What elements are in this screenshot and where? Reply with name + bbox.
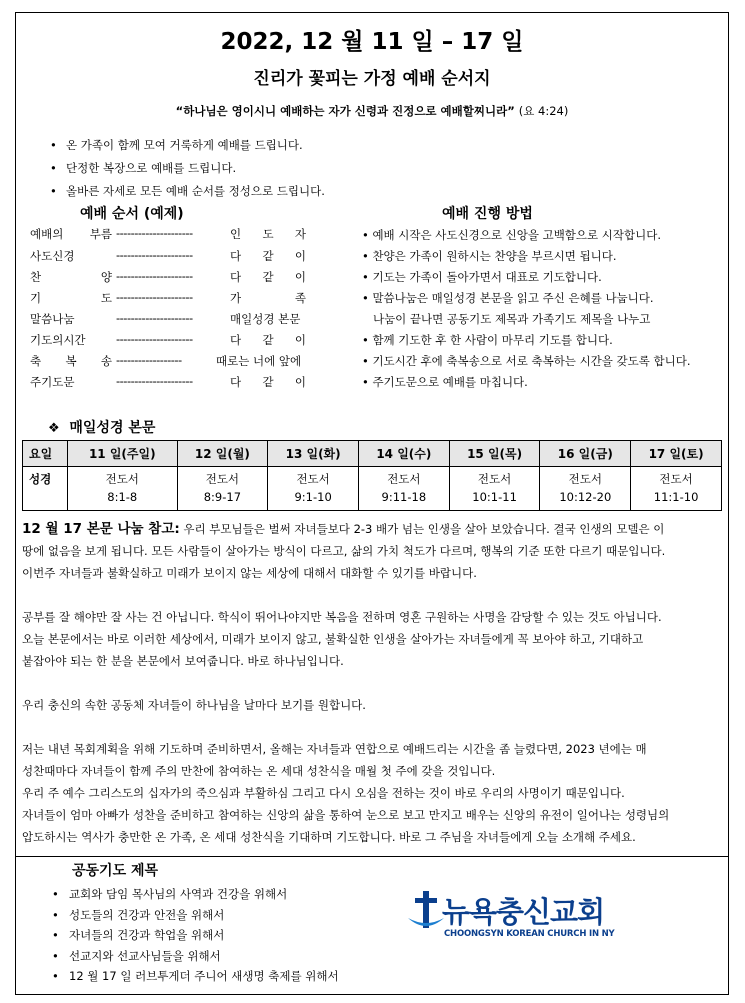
day-cell: 12 일(월) <box>177 441 268 467</box>
method-line: • 주기도문으로 예배를 마칩니다. <box>362 375 528 389</box>
notes-line: 성찬때마다 자녀들이 함께 주의 만찬에 참여하는 온 세대 성찬식을 매월 첫 주에 갖을 것입니다. <box>22 764 496 778</box>
dash-leader: --------------------- <box>116 311 193 325</box>
table-row <box>23 467 722 511</box>
notes-text: 우리 부모님들은 벌써 자녀들보다 2-3 배가 넘는 인생을 살아 보았습니다. 결국 인생의 모델은 이 <box>179 522 665 536</box>
notes-line: 공부를 잘 해야만 잘 사는 건 아닙니다. 학식이 뛰어나야지만 복음을 전하며 영혼 구원하는 사명을 감당할 수 있는 것도 아닙니다. <box>22 610 662 624</box>
worship-guidelines <box>50 134 325 203</box>
day-cell: 13 일(화) <box>268 441 359 467</box>
daily-bible-heading-text: 매일성경 본문 <box>69 420 156 436</box>
method-line: • 기도시간 후에 축복송으로 서로 축복하는 시간을 갖도록 합니다. <box>362 354 691 368</box>
passage-cell <box>68 467 178 511</box>
daily-bible-table <box>22 440 722 511</box>
daily-bible-heading <box>48 417 155 437</box>
day-cell: 11 일(주일) <box>68 441 178 467</box>
book-name: 전도서 <box>387 472 421 486</box>
church-english-name: CHOONGSYN KOREAN CHURCH IN NY <box>444 929 615 939</box>
notes-line: 이번주 자녀들과 불확실하고 미래가 보이지 않는 세상에 대해서 대화할 수 있기를 바랍니다. <box>22 566 477 580</box>
guideline-item: • 온 가족이 함께 모여 거룩하게 예배를 드립니다. <box>50 134 325 157</box>
book-name: 전도서 <box>205 472 240 486</box>
method-line: • 함께 기도한 후 한 사람이 마무리 기도를 합니다. <box>362 333 613 347</box>
guideline-item: • 단정한 복장으로 예배를 드립니다. <box>50 157 325 180</box>
order-item: 기도의시간 <box>30 333 86 347</box>
prayer-item: • 성도들의 건강과 안전을 위해서 <box>52 905 339 926</box>
order-item: 기 도 <box>30 291 112 305</box>
day-cell: 17 일(토) <box>631 441 722 467</box>
row-label: 요일 <box>23 441 68 467</box>
verse-range: 9:11-18 <box>381 490 427 504</box>
order-item: 축 복 송 <box>30 354 112 368</box>
book-name: 전도서 <box>105 472 139 486</box>
verse-text: “하나님은 영이시니 예배하는 자가 신령과 진정으로 예배할찌니라” <box>175 104 515 118</box>
method-line: • 기도는 가족이 돌아가면서 대표로 기도합니다. <box>362 270 602 284</box>
prayer-item: • 교회와 담임 목사님의 사역과 건강을 위해서 <box>52 884 339 905</box>
method-line: • 말씀나눔은 매일성경 본문을 읽고 주신 은혜를 나눕니다. <box>362 291 654 305</box>
verse-range: 9:1-10 <box>294 490 332 504</box>
order-item: 주기도문 <box>30 375 75 389</box>
worship-order-heading: 예배 순서 (예제) <box>80 206 184 222</box>
dash-leader: --------------------- <box>116 374 193 388</box>
passage-cell <box>540 467 631 511</box>
passage-cell <box>268 467 359 511</box>
notes-line: 압도하시는 역사가 충만한 온 가족, 온 세대 성찬식을 기대하며 기도합니다. 바로 그 주님을 자녀들에게 오늘 소개해 주세요. <box>22 830 636 844</box>
sermon-notes <box>22 518 724 848</box>
prayer-list <box>52 884 339 987</box>
dash-leader: --------------------- <box>116 269 193 283</box>
notes-lead: 12 월 17 본문 나눔 참고: <box>22 521 180 537</box>
verse-range: 8:1-8 <box>107 490 138 504</box>
book-name: 전도서 <box>659 472 693 486</box>
method-line: 나눔이 끝나면 공동기도 제목과 가족기도 제목을 나누고 <box>362 312 651 326</box>
day-cell: 16 일(금) <box>540 441 631 467</box>
dash-leader: --------------------- <box>116 332 193 346</box>
passage-cell <box>358 467 449 511</box>
verse-range: 10:1-11 <box>472 490 517 504</box>
day-cell: 14 일(수) <box>358 441 449 467</box>
verse-range: 8:9-17 <box>203 490 242 504</box>
order-leader: 다 같 이 <box>230 333 306 347</box>
notes-line: 땅에 없음을 보게 됩니다. 모든 사람들이 살아가는 방식이 다르고, 삶의 가치 척도가 다르며, 행복의 기준 또한 다르기 때문입니다. <box>22 544 666 558</box>
order-leader: 매일성경 본문 <box>230 312 301 326</box>
prayer-item: • 12 월 17 일 러브투게더 주니어 새생명 축제를 위해서 <box>52 966 339 987</box>
notes-line: 우리 충신의 속한 공동체 자녀들이 하나님을 날마다 보기를 원합니다. <box>22 698 366 712</box>
cross-logo-icon <box>406 888 446 934</box>
prayer-heading: 공동기도 제목 <box>72 863 159 879</box>
order-item: 말씀나눔 <box>30 312 75 326</box>
passage-cell <box>449 467 540 511</box>
notes-paragraph <box>22 518 724 540</box>
diamond-bullet-icon: ❖ <box>48 421 60 436</box>
order-leader: 다 같 이 <box>230 375 306 389</box>
prayer-item: • 자녀들의 건강과 학업을 위해서 <box>52 925 339 946</box>
row-label: 성경 <box>23 467 68 511</box>
prayer-item: • 선교지와 선교사님들을 위해서 <box>52 946 339 967</box>
table-header-row <box>23 441 722 467</box>
verse-range: 10:12-20 <box>559 490 612 504</box>
order-leader: 가 족 <box>230 291 306 305</box>
worship-method-heading: 예배 진행 방법 <box>442 206 533 222</box>
order-item: 사도신경 <box>30 249 75 263</box>
passage-cell <box>631 467 722 511</box>
book-name: 전도서 <box>568 472 602 486</box>
dash-leader: --------------------- <box>116 248 193 262</box>
bulletin-page <box>15 12 729 995</box>
order-leader: 다 같 이 <box>230 249 306 263</box>
dash-leader: ------------------ <box>116 353 182 367</box>
section-divider <box>16 856 728 857</box>
page-subtitle: 진리가 꽃피는 가정 예배 순서지 <box>253 69 491 89</box>
book-name: 전도서 <box>477 472 512 486</box>
order-item: 예배의 부름 <box>30 227 112 241</box>
day-cell: 15 일(목) <box>449 441 540 467</box>
notes-line: 오늘 본문에서는 바로 이러한 세상에서, 미래가 보이지 않고, 불확실한 인생을 살아가는 자녀들에게 꼭 보아야 하고, 기대하고 <box>22 632 644 646</box>
guideline-item: • 올바른 자세로 모든 예배 순서를 정성으로 드립니다. <box>50 180 325 203</box>
church-name: 뉴욕충신교회 <box>442 895 605 929</box>
notes-line: 저는 내년 목회계획을 위해 기도하며 준비하면서, 올해는 자녀들과 연합으로 예배드리는 시간을 좀 늘렸다면, 2023 년에는 매 <box>22 742 647 756</box>
notes-line: 우리 주 예수 그리스도의 십자가의 죽으심과 부활하심 그리고 다시 오심을 전하는 것이 바로 우리의 사명이기 때문입니다. <box>22 786 625 800</box>
page-title: 2022, 12 월 11 일 – 17 일 <box>220 29 524 55</box>
passage-cell <box>177 467 268 511</box>
notes-line: 자녀들이 엄마 아빠가 성찬을 준비하고 참여하는 신앙의 삶을 통하여 눈으로 보고 만지고 배우는 신앙의 유전이 일어나는 성령님의 <box>22 808 670 822</box>
book-name: 전도서 <box>296 472 330 486</box>
dash-leader: --------------------- <box>116 226 193 240</box>
dash-leader: --------------------- <box>116 290 193 304</box>
theme-verse <box>16 103 728 119</box>
method-line: • 예배 시작은 사도신경으로 신앙을 고백함으로 시작합니다. <box>362 228 661 242</box>
notes-line: 붙잡아야 되는 한 분을 본문에서 보여줍니다. 바로 하나님입니다. <box>22 654 344 668</box>
order-item: 찬 양 <box>30 270 112 284</box>
order-leader: 인 도 자 <box>230 227 306 241</box>
order-leader: 때로는 너에 앞에 <box>216 354 302 368</box>
verse-reference: (요 4:24) <box>518 104 569 118</box>
verse-range: 11:1-10 <box>653 490 699 504</box>
church-logo <box>406 888 636 946</box>
method-line: • 찬양은 가족이 원하시는 찬양을 부르시면 됩니다. <box>362 249 617 263</box>
order-leader: 다 같 이 <box>230 270 306 284</box>
